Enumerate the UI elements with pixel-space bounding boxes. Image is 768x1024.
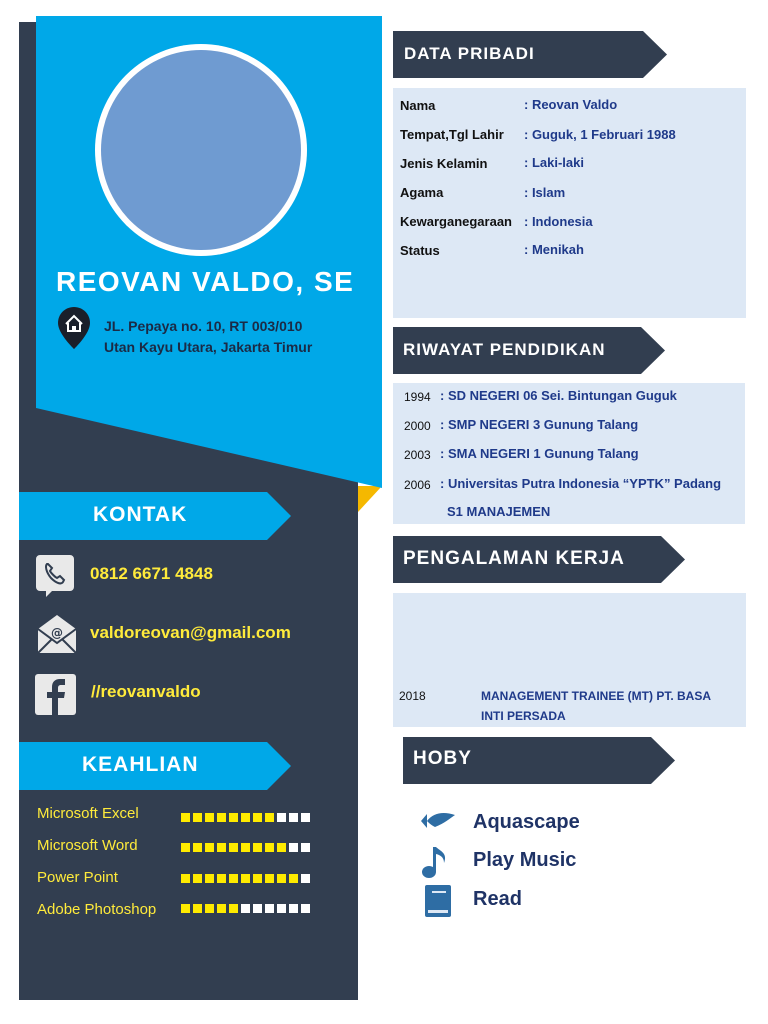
skill-level-square (301, 843, 310, 852)
profile-name: REOVAN VALDO, SE (56, 266, 355, 297)
edu-school: : SD NEGERI 06 Sei. Bintungan Guguk (440, 388, 677, 403)
skill-level-square (253, 813, 262, 822)
edu-school: : SMA NEGERI 1 Gunung Talang (440, 446, 639, 461)
hoby-title: HOBY (413, 748, 472, 769)
skill-level-square (241, 874, 250, 883)
skill-level-square (253, 874, 262, 883)
data-pribadi-panel (393, 88, 746, 318)
skill-level-square (205, 874, 214, 883)
address (104, 316, 312, 358)
skill-level-square (265, 843, 274, 852)
pendidikan-title: RIWAYAT PENDIDIKAN (403, 340, 606, 359)
skill-level-square (217, 813, 226, 822)
pengalaman-panel (393, 593, 746, 727)
edu-school: : SMP NEGERI 3 Gunung Talang (440, 417, 639, 432)
skill-level-square (205, 904, 214, 913)
kontak-title: KONTAK (93, 503, 188, 526)
skill-name: Adobe Photoshop (37, 901, 157, 918)
skill-level-square (265, 874, 274, 883)
skill-level-square (229, 874, 238, 883)
edu-year: 1994 (404, 390, 431, 404)
skill-level-square (289, 874, 298, 883)
skill-level-square (277, 904, 286, 913)
hoby-item: Aquascape (473, 811, 580, 833)
edu-year: 2003 (404, 448, 431, 462)
skill-level-square (277, 813, 286, 822)
skill-level-square (241, 904, 250, 913)
skill-level-square (217, 904, 226, 913)
phone-icon (36, 555, 74, 597)
skill-level-square (181, 843, 190, 852)
skill-level-square (229, 904, 238, 913)
skill-level-square (301, 904, 310, 913)
skill-level-square (181, 904, 190, 913)
skill-level-bar (181, 874, 310, 884)
skill-level-square (241, 813, 250, 822)
data-label: Kewarganegaraan (400, 214, 512, 229)
skill-level-square (289, 813, 298, 822)
data-label: Status (400, 243, 440, 258)
data-label: Tempat,Tgl Lahir (400, 127, 504, 142)
edu-degree: S1 MANAJEMEN (447, 504, 551, 519)
skill-level-square (253, 843, 262, 852)
skill-level-bar (181, 813, 310, 823)
edu-year: 2000 (404, 419, 431, 433)
skill-level-square (289, 904, 298, 913)
data-label: Jenis Kelamin (400, 156, 488, 171)
skill-level-square (205, 843, 214, 852)
skill-level-square (205, 813, 214, 822)
book-icon (425, 885, 451, 917)
data-value: : Menikah (524, 242, 584, 257)
skill-level-square (301, 874, 310, 883)
data-value: : Laki-laki (524, 155, 584, 170)
skill-level-square (277, 843, 286, 852)
data-value: : Reovan Valdo (524, 97, 618, 112)
skill-level-square (229, 843, 238, 852)
work-position-line-2: INTI PERSADA (481, 709, 566, 723)
svg-text:@: @ (51, 626, 63, 640)
skill-level-square (193, 813, 202, 822)
skill-level-bar (181, 904, 310, 914)
facebook-handle[interactable]: //reovanvaldo (91, 682, 201, 701)
edu-year: 2006 (404, 478, 431, 492)
skill-level-square (193, 904, 202, 913)
skill-level-square (241, 843, 250, 852)
fish-icon (421, 811, 455, 831)
skill-level-square (217, 843, 226, 852)
hoby-item: Play Music (473, 849, 577, 871)
data-value: : Guguk, 1 Februari 1988 (524, 127, 676, 142)
profile-photo (101, 50, 301, 250)
skill-level-square (289, 843, 298, 852)
music-note-icon (422, 845, 448, 879)
email-address[interactable]: valdoreovan@gmail.com (90, 623, 291, 642)
skill-level-square (277, 874, 286, 883)
skill-level-square (229, 813, 238, 822)
data-label: Nama (400, 98, 436, 113)
email-icon (36, 613, 78, 655)
home-location-icon (58, 307, 90, 349)
skill-name: Power Point (37, 869, 118, 886)
edu-school: : Universitas Putra Indonesia “YPTK” Padang (440, 476, 722, 491)
skill-level-square (301, 813, 310, 822)
skill-level-square (265, 813, 274, 822)
skill-level-square (181, 813, 190, 822)
skill-level-bar (181, 843, 310, 853)
keahlian-title: KEAHLIAN (82, 753, 199, 776)
skill-level-square (193, 843, 202, 852)
work-position-line-1: MANAGEMENT TRAINEE (MT) PT. BASA (481, 689, 711, 703)
data-value: : Indonesia (524, 214, 593, 229)
data-pribadi-title: DATA PRIBADI (404, 44, 535, 63)
address-line-1: JL. Pepaya no. 10, RT 003/010 (104, 318, 303, 334)
data-label: Agama (400, 185, 444, 200)
skill-name: Microsoft Word (37, 837, 138, 854)
skill-level-square (253, 904, 262, 913)
phone-number[interactable]: 0812 6671 4848 (90, 564, 213, 583)
skill-level-square (265, 904, 274, 913)
skill-level-square (217, 874, 226, 883)
skill-level-square (193, 874, 202, 883)
skill-level-square (181, 874, 190, 883)
data-value: : Islam (524, 185, 566, 200)
hoby-item: Read (473, 888, 522, 910)
skill-name: Microsoft Excel (37, 805, 139, 822)
work-year: 2018 (399, 689, 426, 703)
pengalaman-title: PENGALAMAN KERJA (403, 548, 625, 569)
facebook-icon (35, 674, 76, 715)
address-line-2: Utan Kayu Utara, Jakarta Timur (104, 339, 313, 355)
